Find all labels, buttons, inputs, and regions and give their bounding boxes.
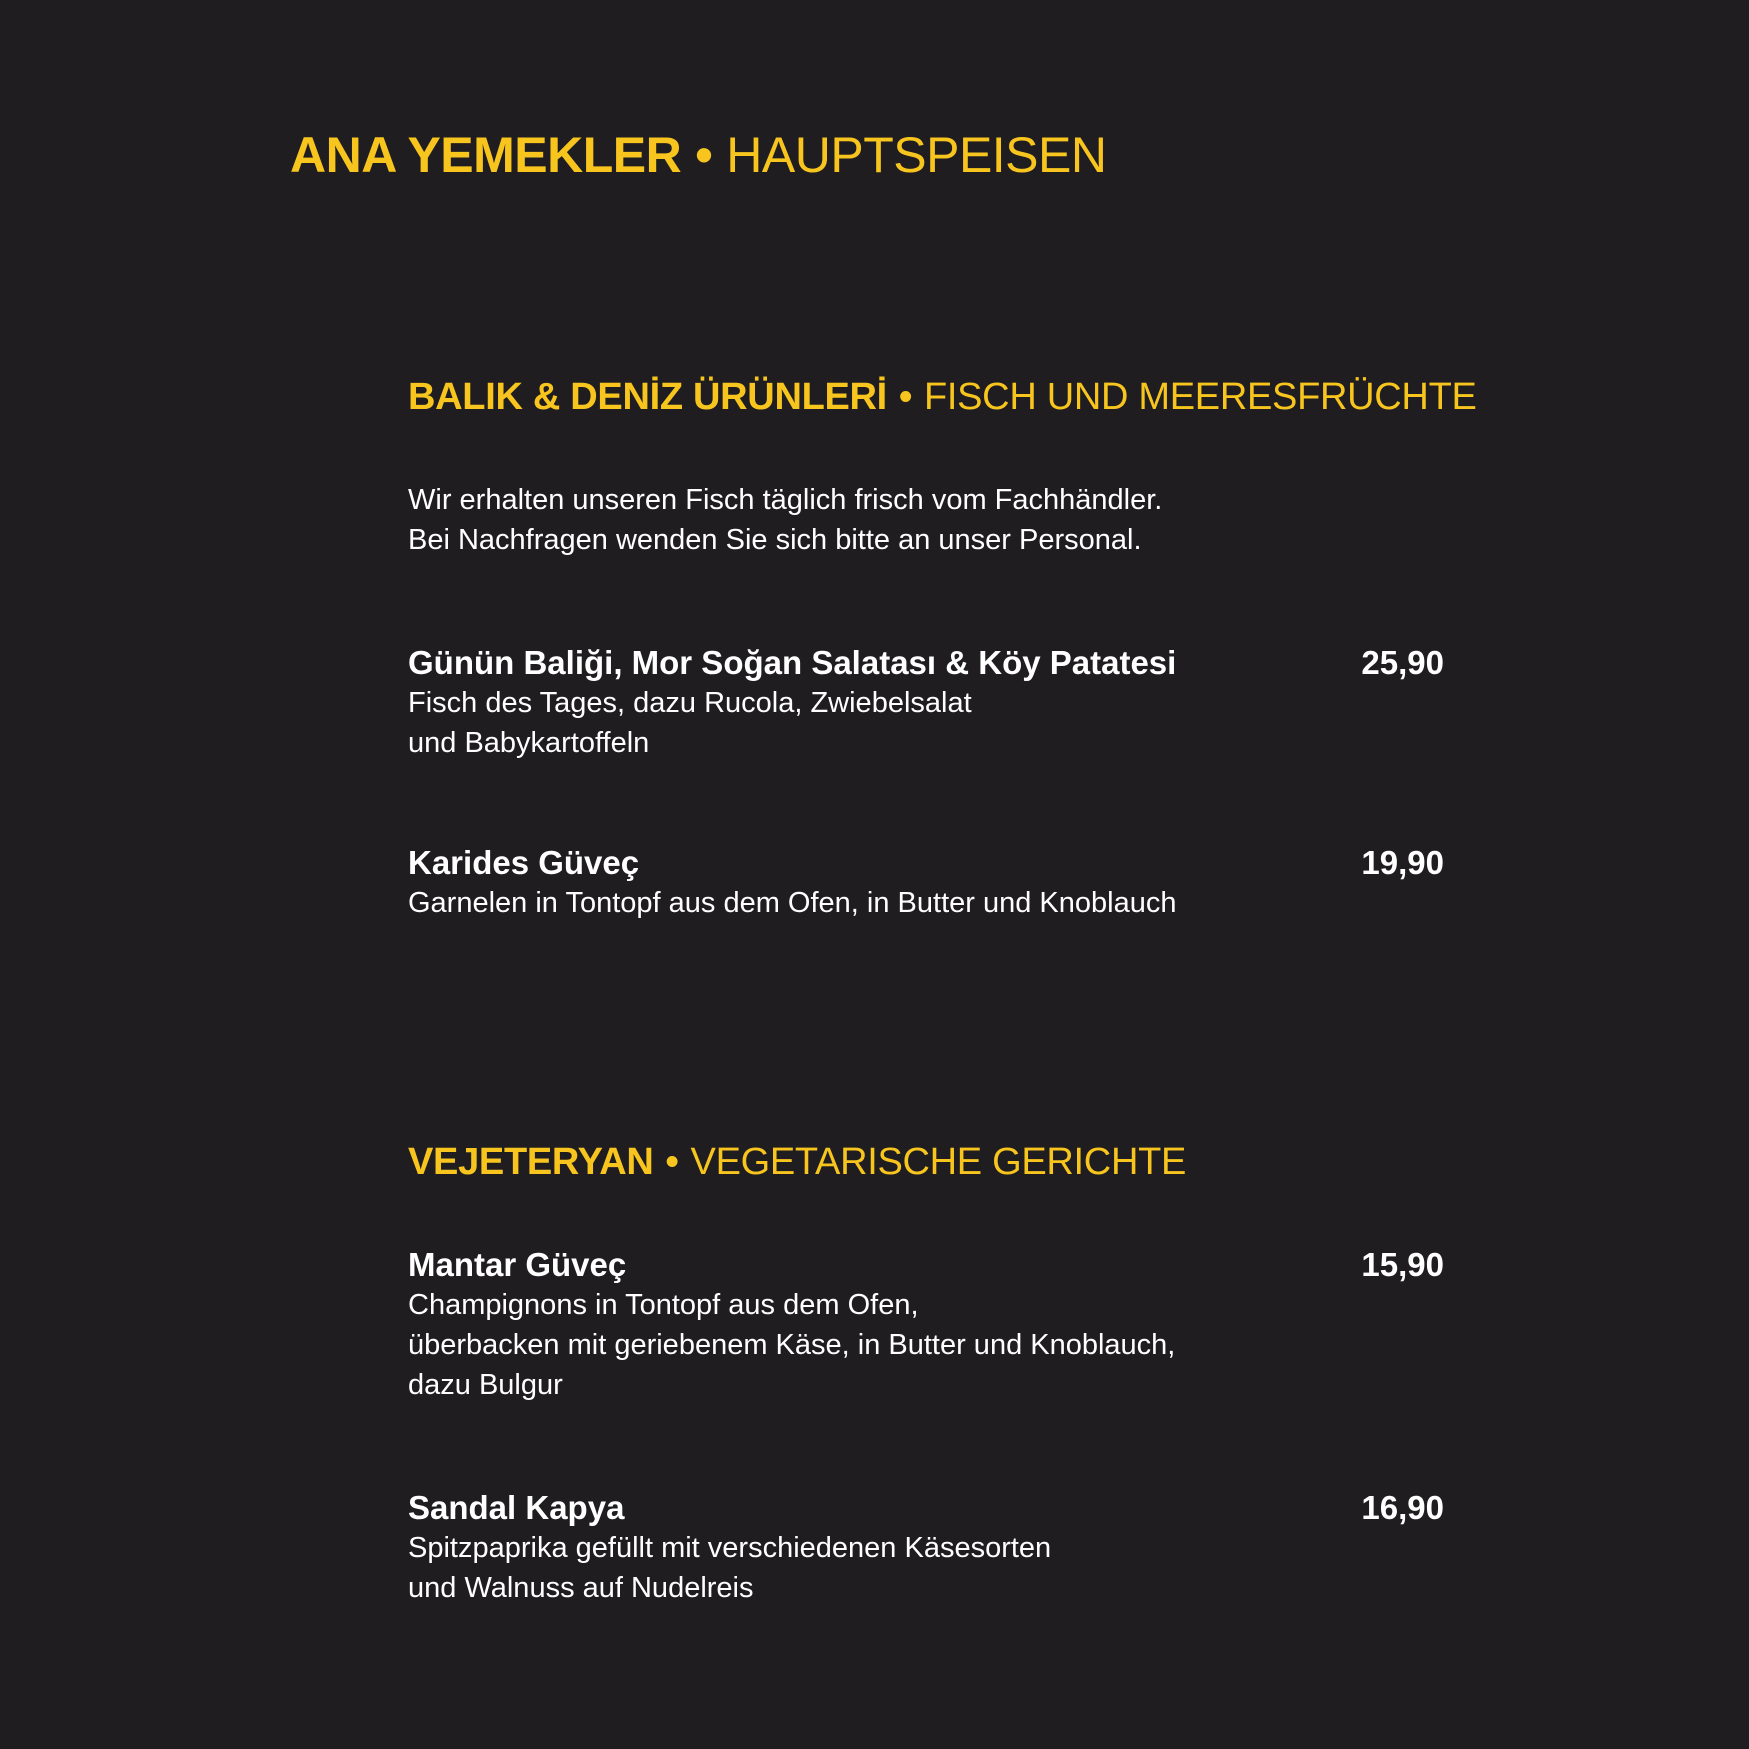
section-title-veg-german: VEGETARISCHE GERICHTE bbox=[690, 1141, 1187, 1183]
menu-item-price: 15,90 bbox=[1361, 1246, 1444, 1283]
page-title-separator: • bbox=[695, 127, 713, 183]
menu-item-gunun-baligi bbox=[408, 643, 1444, 763]
menu-item-description bbox=[408, 883, 1444, 923]
description-line: Spitzpaprika gefüllt mit verschiedenen Käsesorten bbox=[408, 1532, 1052, 1564]
menu-item-description bbox=[408, 1528, 1444, 1608]
page-title-german: HAUPTSPEISEN bbox=[726, 127, 1107, 183]
menu-item-price: 25,90 bbox=[1361, 644, 1444, 681]
intro-line: Wir erhalten unseren Fisch täglich frisch vom Fachhändler. bbox=[408, 484, 1163, 516]
fish-section-intro bbox=[408, 480, 1162, 560]
intro-line: Bei Nachfragen wenden Sie sich bitte an unser Personal. bbox=[408, 524, 1142, 556]
section-title-vegetarian bbox=[408, 1143, 1186, 1181]
section-title-veg-turkish: VEJETERYAN bbox=[408, 1141, 654, 1183]
page-title bbox=[290, 127, 1107, 183]
section-title-fish-turkish: BALIK & DENİZ ÜRÜNLERİ bbox=[408, 376, 887, 418]
menu-item-name: Sandal Kapya bbox=[408, 1489, 625, 1526]
menu-item-sandal-kapya bbox=[408, 1488, 1444, 1608]
description-line: und Walnuss auf Nudelreis bbox=[408, 1572, 754, 1604]
menu-item-description bbox=[408, 683, 1444, 763]
menu-item-name: Mantar Güveç bbox=[408, 1246, 627, 1283]
page-title-turkish: ANA YEMEKLER bbox=[290, 127, 682, 183]
description-line: Fisch des Tages, dazu Rucola, Zwiebelsalat bbox=[408, 687, 972, 719]
description-line: und Babykartoffeln bbox=[408, 727, 650, 759]
description-line: Garnelen in Tontopf aus dem Ofen, in Butter und Knoblauch bbox=[408, 887, 1177, 919]
description-line: überbacken mit geriebenem Käse, in Butter und Knoblauch, bbox=[408, 1329, 1176, 1361]
description-line: Champignons in Tontopf aus dem Ofen, bbox=[408, 1289, 919, 1321]
section-title-fish-german: FISCH UND MEERESFRÜCHTE bbox=[923, 376, 1477, 418]
section-title-veg-separator: • bbox=[665, 1141, 679, 1183]
menu-item-price: 19,90 bbox=[1361, 844, 1444, 881]
section-title-fish bbox=[408, 378, 1477, 416]
description-line: dazu Bulgur bbox=[408, 1369, 563, 1401]
section-title-fish-separator: • bbox=[898, 376, 912, 418]
menu-item-name: Karides Güveç bbox=[408, 844, 640, 881]
menu-item-description bbox=[408, 1285, 1444, 1405]
menu-item-name: Günün Baliği, Mor Soğan Salatası & Köy Patatesi bbox=[408, 644, 1177, 681]
menu-item-price: 16,90 bbox=[1361, 1489, 1444, 1526]
menu-item-mantar-guvec bbox=[408, 1245, 1444, 1405]
menu-item-karides-guvec bbox=[408, 843, 1444, 923]
